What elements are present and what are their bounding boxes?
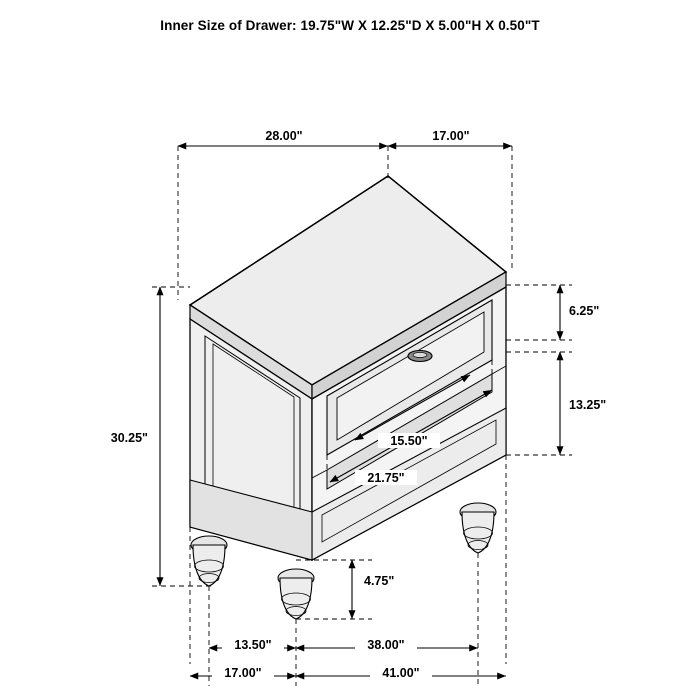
leg-front-center xyxy=(278,569,314,619)
label-right-lower: 13.25" xyxy=(569,398,607,412)
label-bottom-left-inner: 13.50" xyxy=(234,638,272,652)
leg-front-left xyxy=(191,536,227,586)
nightstand-illustration xyxy=(190,176,506,619)
label-inner-lower: 21.75" xyxy=(367,471,405,485)
label-bottom-right-outer: 41.00" xyxy=(382,666,420,680)
page-title: Inner Size of Drawer: 19.75"W X 12.25"D X 5.00"H X 0.50"T xyxy=(160,18,540,33)
drawer-pull-inner xyxy=(413,352,427,357)
label-right-upper: 6.25" xyxy=(569,304,600,318)
label-top-right: 17.00" xyxy=(432,129,470,143)
leg-right xyxy=(460,503,496,553)
label-left-height: 30.25" xyxy=(110,431,148,445)
label-leg-height: 4.75" xyxy=(364,574,395,588)
label-inner-upper: 15.50" xyxy=(390,434,428,448)
label-bottom-right-inner: 38.00" xyxy=(367,638,405,652)
label-top-left: 28.00" xyxy=(265,129,303,143)
label-bottom-left-outer: 17.00" xyxy=(224,666,262,680)
